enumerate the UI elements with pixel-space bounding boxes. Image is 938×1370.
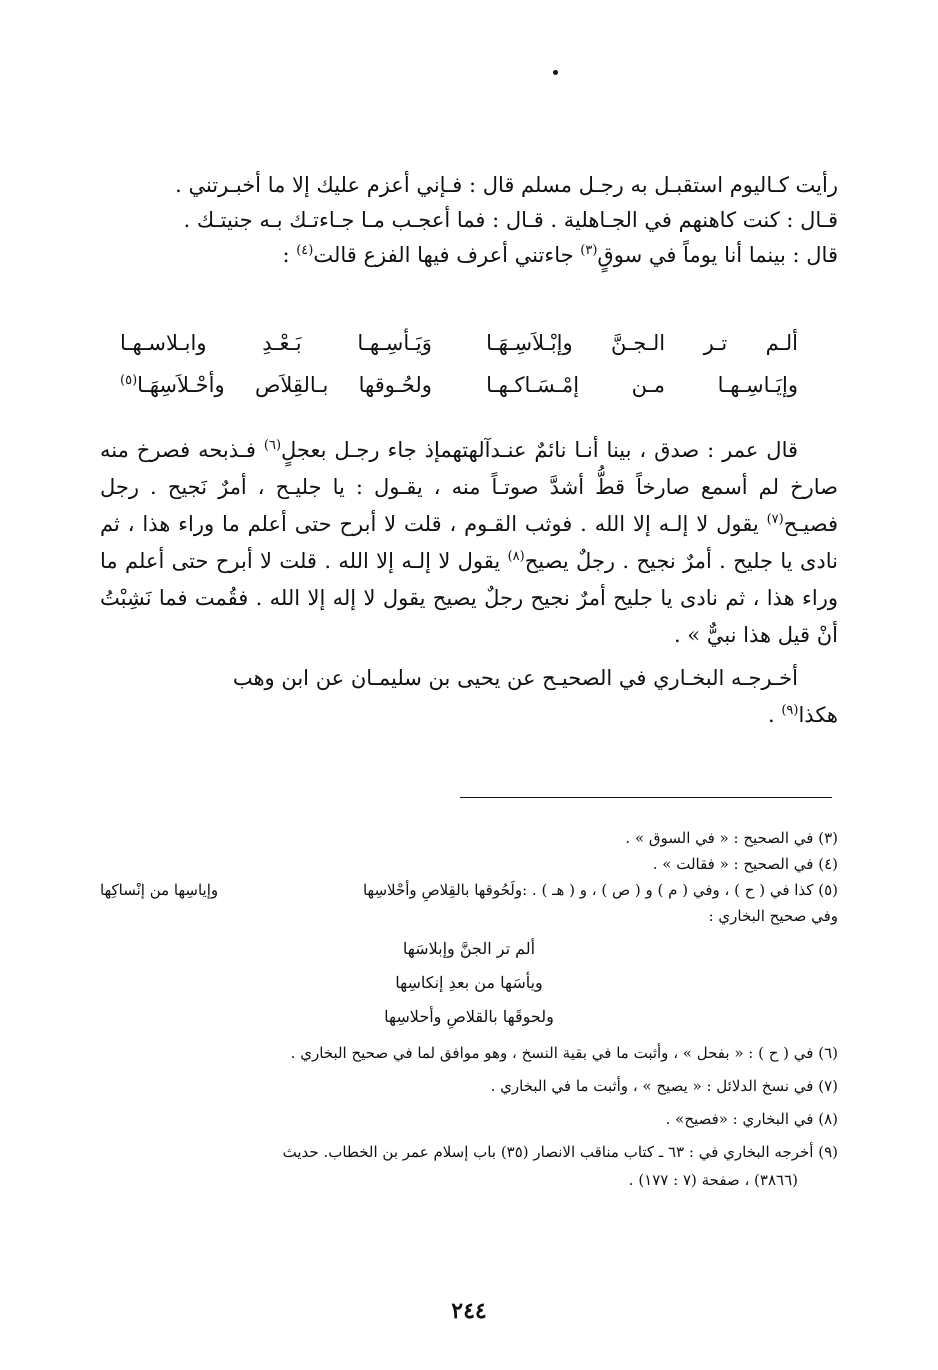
verse-1-second-hemistich: وَيَـأسِـهـا بَـعْـدِ وابـلاسـهـا (120, 331, 432, 355)
footnote-ref-4: (٤) (296, 243, 314, 258)
quote-line-1: ألم تر الجنَّ وإبلاسَها (402, 939, 536, 958)
bukhari-verse-quote (100, 932, 838, 1034)
footnote-separator (460, 797, 832, 798)
poem-verses (120, 322, 798, 406)
text-line (100, 238, 838, 273)
text-line (100, 168, 838, 203)
footnote-5-verse: وإياسِها من إنْساكِها (100, 881, 219, 899)
footnote-ref-9: (٩) (781, 703, 799, 718)
verse-2-first-hemistich: وإيَـاسِـهـا مـن إمْـسَـاكـهـا (486, 373, 798, 397)
verse-1-first-hemistich: ألـم تـر الـجـنَّ وإبْـلاَسِـهَـا (486, 331, 798, 355)
line-3b: جاءتني أعرف فيها الفزع قالت (313, 243, 581, 267)
footnote-ref-3: (٣) (580, 243, 598, 258)
poem-verse-2 (120, 364, 798, 406)
citation-text: أخـرجـه البخـاري في الصحيـح عن يحيى بن سليمـان عن ابن وهب (232, 666, 798, 690)
footnote-ref-7: (٧) (766, 512, 784, 527)
footnote-5 (100, 878, 838, 902)
para2-part-2: فـذبحه فصرخ منه صارخ لم أسمع صارخاً قطُّ أشدَّ صوتـاً منه ، يقـول : يا جليـح ، أمرٌ نَجيح . رجل فصيـح (100, 438, 838, 536)
poem-verse-1 (120, 322, 798, 364)
footnote-9-continued: (٣٨٦٦) ، صفحة (٧ : ١٧٧) . (628, 1171, 798, 1189)
quote-line-3: ولحوقَها بالقلاصِ وأحلاسِها (384, 1007, 554, 1026)
footnote-6: (٦) في ( ح ) : « بفحل » ، وأثبت ما في بقية النسخ ، وهو موافق لما في صحيح البخاري . (290, 1044, 838, 1062)
footnote-9: (٩) أخرجه البخاري في : ٦٣ ـ كتاب مناقب الانصار (٣٥) باب إسلام عمر بن الخطاب. حديث (282, 1143, 838, 1161)
para2-part-3: يقول لا إلـه إلا الله . فوثب القـوم ، قلت لا أبرح حتى أعلم ما وراء هذا ، ثم نادى يا جليح . أمرٌ نجيح . رجلٌ يصيح (100, 512, 838, 573)
para2-part-1: قال عمر : صدق ، بينا أنـا نائمٌ عنـدآلهتهمإذ جاء رجـل بعجلٍ (281, 438, 799, 462)
line-1: رأيت كـاليوم استقبـل به رجـل مسلم قال : فـإني أعزم عليك إلا ما أخبـرتني . (175, 173, 838, 197)
footnote-5-text: (٥) كذا في ( ح ) ، وفي ( م ) و ( ص ) ، و ( هـ ) . :ولَحُوقها بالقِلاصِ وأحْلاسِها (362, 881, 838, 899)
citation-last: هكذا (798, 703, 838, 727)
line-3c: : (282, 243, 297, 267)
footnote-8: (٨) في البخاري : «فصيح» . (665, 1110, 838, 1128)
page-number: ٢٤٤ (451, 1298, 487, 1324)
line-3a: قال : بينما أنا يوماً في سوقٍ (597, 243, 838, 267)
line-2: قـال : كنت كاهنهم في الجـاهلية . قـال : فما أعجـب مـا جـاءتـك بـه جنيتـك . (183, 208, 838, 232)
top-dot-mark (553, 70, 558, 75)
footnote-ref-6: (٦) (263, 438, 282, 453)
footnote-4: (٤) في الصحيح : « فقالت » . (652, 855, 838, 873)
citation-paragraph (100, 660, 838, 697)
text-line (100, 203, 838, 238)
verse-2-second-hemistich-wrap (120, 373, 432, 397)
para2-part-4: يقول لا إلـه إلا الله . قلت لا أبرح حتى أعلم ما وراء هذا ، ثم نادى يا جليح أمرٌ نجيح رجلٌ يصيح يقول لا إله إلا الله . فقُمت فما نَشِبْتُ أنْ قيل هذا نبيٌّ » . (100, 549, 838, 647)
citation-end: . (767, 703, 782, 727)
citation-last-line (100, 697, 838, 734)
opening-paragraph (100, 168, 838, 273)
footnote-5-bukhari: وفي صحيح البخاري : (708, 907, 838, 925)
quote-line-2: ويأسَها من بعدِ إنكاسِها (395, 973, 543, 992)
footnote-3: (٣) في الصحيح : « في السوق » . (625, 829, 838, 847)
footnotes (100, 826, 838, 1194)
footnote-ref-5: (٥) (120, 373, 138, 388)
footnote-ref-8: (٨) (507, 549, 525, 564)
verse-2-second-hemistich: ولحُـوقها بـالقِلاَص وأحْـلاَسِهَـا (137, 373, 432, 397)
umar-account (100, 432, 838, 654)
footnote-7: (٧) في نسخ الدلائل : « يصيح » ، وأثبت ما في البخاري . (490, 1077, 838, 1095)
narrative-paragraph (100, 432, 838, 734)
